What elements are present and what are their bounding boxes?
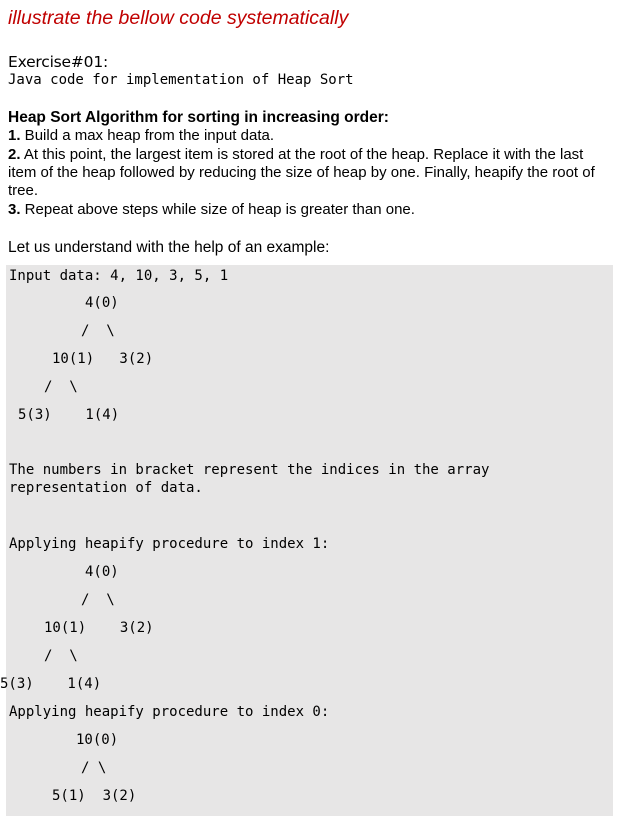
- input-line: Input data: 4, 10, 3, 5, 1: [9, 268, 229, 284]
- algorithm-heading: Heap Sort Algorithm for sorting in increasing order:: [8, 109, 389, 126]
- tree3-root: 10(0): [76, 732, 119, 748]
- step-number: 1.: [8, 127, 21, 144]
- note-line-2: representation of data.: [9, 480, 203, 496]
- tree3-branch1: / \: [81, 760, 107, 776]
- tree2-branch1: / \: [81, 592, 115, 608]
- tree2-level2: 5(3) 1(4): [0, 676, 102, 692]
- tree1-branch1: / \: [81, 323, 115, 339]
- tree2-root: 4(0): [85, 564, 119, 580]
- example-intro: Let us understand with the help of an example:: [8, 239, 330, 256]
- step-text: At this point, the largest item is stored at the root of the heap. Replace it with the last item of the heap followed by reducing the size of heap by one. Finally, heapify the root of tree.: [8, 146, 595, 200]
- page-title: illustrate the bellow code systematically: [8, 7, 349, 29]
- algorithm-step-3: [8, 201, 608, 219]
- step-text: Build a max heap from the input data.: [20, 127, 274, 144]
- exercise-label: Exercise#01:: [8, 53, 109, 71]
- tree1-branch2: / \: [44, 379, 78, 395]
- step-number: 2.: [8, 146, 21, 163]
- tree3-level1: 5(1) 3(2): [52, 788, 137, 804]
- tree2-branch2: / \: [44, 648, 78, 664]
- code-block: [0, 265, 613, 816]
- step-number: 3.: [8, 201, 21, 218]
- tree1-level2: 5(3) 1(4): [18, 407, 120, 423]
- algorithm-step-2: [8, 146, 608, 201]
- step2-heading: Applying heapify procedure to index 0:: [9, 704, 330, 720]
- algorithm-step-1: [8, 127, 608, 145]
- step-text: Repeat above steps while size of heap is greater than one.: [20, 201, 415, 218]
- exercise-description: Java code for implementation of Heap Sort: [8, 72, 354, 88]
- tree2-level1: 10(1) 3(2): [44, 620, 154, 636]
- tree1-root: 4(0): [85, 295, 119, 311]
- note-line-1: The numbers in bracket represent the indices in the array: [9, 462, 490, 478]
- tree1-level1: 10(1) 3(2): [52, 351, 154, 367]
- step1-heading: Applying heapify procedure to index 1:: [9, 536, 330, 552]
